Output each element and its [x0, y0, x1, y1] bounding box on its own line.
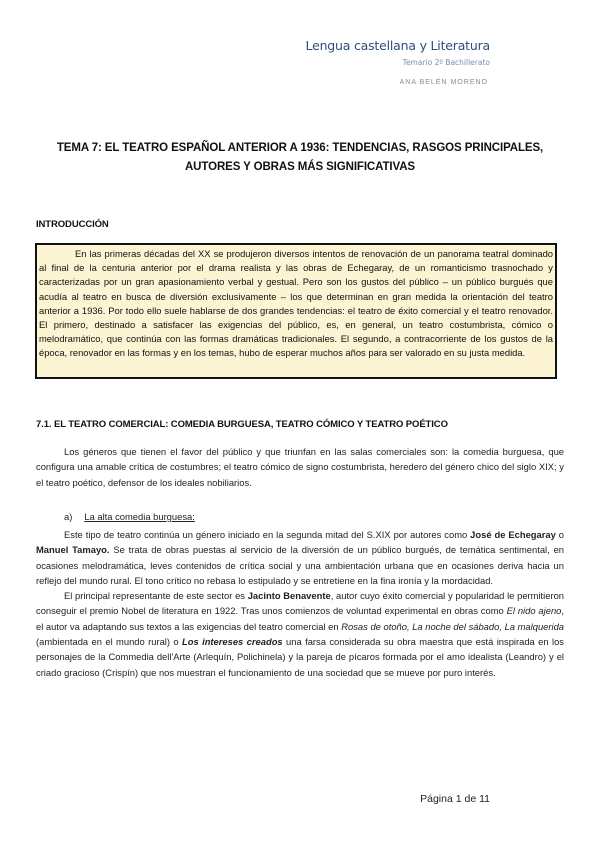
paragraph-comedia: Este tipo de teatro continúa un género iniciado en la segunda mitad del S.XIX por autores como José de Echegaray o Manuel Tamayo. Se trata de obras puestas al servicio de la diversión de un público burgués, de temática sentimental, en ocasiones melodramática, leves contenidos de crítica social y una ambientación urbana que en ocasiones deriva hacia un reflejo del mundo rural. El tono crítico no rebasa lo estipulado y se entretiene en la fina ironía y la mordacidad. El principal representante de este sector es Jacinto Benavente, autor cuyo éxito comercial y popularidad le permitieron conseguir el premio Nobel de literatura en 1922. Tras unos comienzos de voluntad experimental en obras como El nido ajeno, el autor va adaptando sus textos a las exigencias del teatro comercial en Rosas de otoño, La noche del sábado, La malquerida (ambientada en el mundo rural) o Los intereses creados una farsa considerada su obra maestra que está inspirada en los personajes de la Commedia dell'Arte (Arlequín, Polichinela) y la pareja de pícaros formada por el amo idealista (Leandro) y el criado gracioso (Crispín) que nos muestran el funcionamiento de una sociedad que se mueve por puro interés.	[36, 529, 565, 678]
work-nido-ajeno: El nido ajeno	[506, 605, 562, 617]
work-list: Rosas de otoño, La noche del sábado, La malquerida	[341, 620, 565, 632]
work-intereses-creados: Los intereses creados	[182, 636, 283, 648]
author-tamayo: Manuel Tamayo.	[36, 544, 110, 556]
intro-text: En las primeras décadas del XX se produjeron diversos intentos de renovación de un panorama teatral dominado al final de la centuria anterior por el drama realista y las obras de Echegaray, de un romanticismo trasnochado y caracterizadas por un gran apasionamiento verbal y gestual. Pero son los gustos del público – un público burgués que acudía al teatro en busca de diversión exclusivamente – los que determinan en gran medida la orientación del teatro anterior a 1936. Por todo ello suele hablarse de dos grandes tendencias: el teatro de éxito comercial y el teatro renovador. El primero, destinado a satisfacer las exigencias del público, es, en general, un teatro costumbrista, cómico o melodramático, que continúa con las formas dramáticas tradicionales. El segundo, a contracorriente de los gustos de la época, renovador en las formas y en los temas, hubo de esperar muchos años para ser valorado en su justa medida.	[39, 248, 553, 359]
subsection-title: La alta comedia burguesa:	[84, 511, 195, 522]
title-line-1: TEMA 7: EL TEATRO ESPAÑOL ANTERIOR A 1936: TENDENCIAS, RASGOS PRINCIPALES,	[56, 142, 544, 154]
subsection-a-heading	[64, 511, 195, 522]
section-heading: 7.1. EL TEATRO COMERCIAL: COMEDIA BURGUESA, TEATRO CÓMICO Y TEATRO POÉTICO	[36, 419, 448, 430]
author-name: ANA BELÉN MORENO	[399, 79, 488, 86]
subsection-letter: a)	[64, 511, 73, 522]
intro-heading: INTRODUCCIÓN	[36, 219, 109, 230]
paragraph-genres: Los géneros que tienen el favor del público y que triunfan en las salas comerciales son: la comedia burguesa, que configura una amable crítica de costumbres; el teatro cómico de signo costumbrista, heredero del género chico del siglo XIX; y el teatro poético, defensor de los ideales nobiliarios.	[36, 446, 564, 488]
author-echegaray: José de Echegaray	[470, 529, 556, 540]
course-label: Temario 2º Bachillerato	[402, 58, 490, 67]
document-title	[36, 139, 564, 177]
intro-box	[35, 243, 557, 379]
subject-title: Lengua castellana y Literatura	[305, 38, 490, 53]
page-header	[306, 38, 490, 67]
author-benavente: Jacinto Benavente	[247, 590, 331, 602]
page-number: Página 1 de 11	[420, 793, 490, 805]
title-line-2: AUTORES Y OBRAS MÁS SIGNIFICATIVAS	[184, 161, 416, 173]
